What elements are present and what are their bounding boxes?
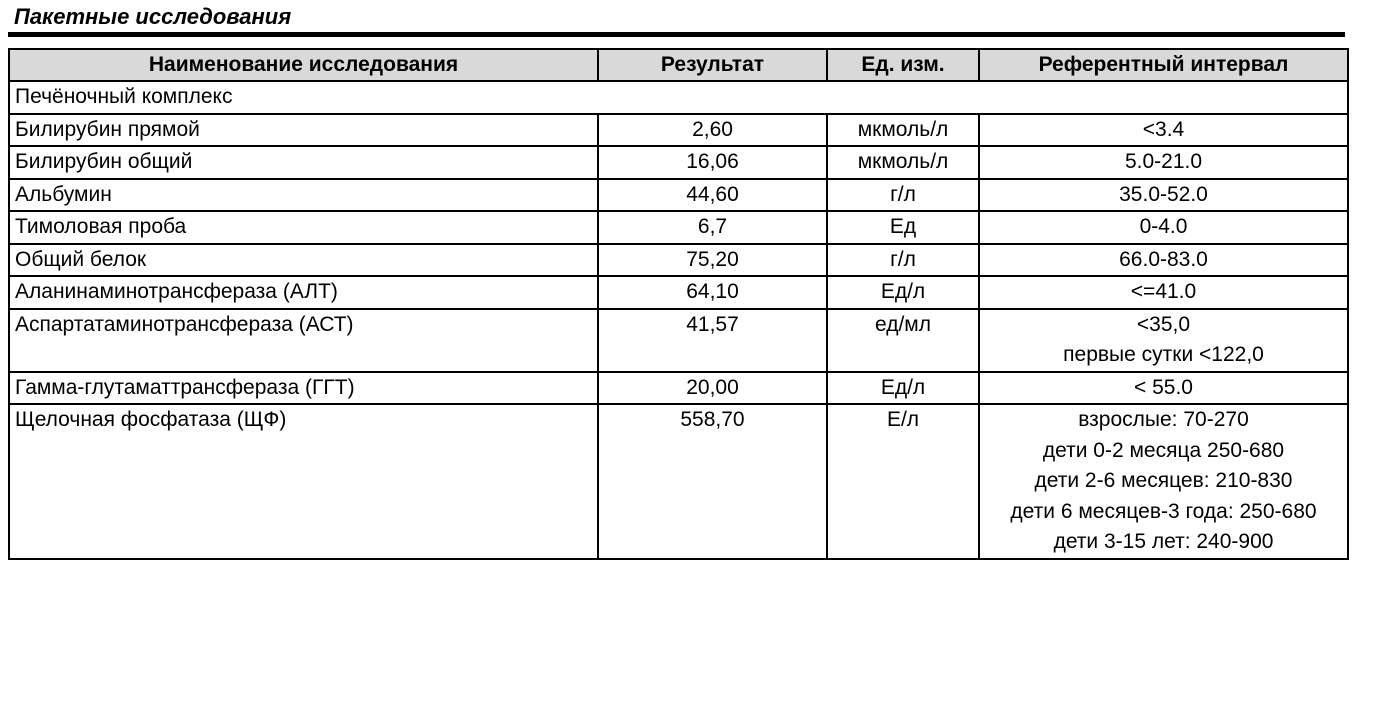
reference-line: взрослые: 70-270: [1078, 408, 1249, 431]
test-result: 20,00: [598, 372, 827, 405]
table-row: [9, 372, 1348, 405]
test-unit: г/л: [827, 244, 979, 277]
table-row: [9, 211, 1348, 244]
reference-line: <3.4: [1142, 117, 1185, 141]
test-name: Билирубин общий: [9, 146, 598, 179]
reference-line: 66.0-83.0: [1119, 247, 1208, 271]
test-reference: [979, 146, 1348, 179]
reference-line: <=41.0: [1130, 280, 1197, 303]
table-row: [9, 114, 1348, 147]
test-reference: [979, 114, 1348, 147]
reference-line: первые сутки <122,0: [1063, 343, 1264, 366]
test-name: Аланинаминотрансфераза (АЛТ): [9, 276, 598, 309]
test-name: Гамма-глутаматтрансфераза (ГГТ): [9, 372, 598, 405]
title-divider: [8, 32, 1345, 37]
group-row: [9, 81, 1348, 114]
reference-line: 5.0-21.0: [1124, 150, 1203, 173]
reference-line: <35,0: [1136, 312, 1191, 336]
test-unit: Ед/л: [827, 276, 979, 309]
test-name: Альбумин: [9, 179, 598, 212]
table-row: [9, 244, 1348, 277]
test-reference: [979, 372, 1348, 405]
test-name: Билирубин прямой: [9, 114, 598, 147]
test-result: 558,70: [598, 404, 827, 559]
table-row: [9, 146, 1348, 179]
group-label: Печёночный комплекс: [9, 81, 598, 114]
test-result: 64,10: [598, 276, 827, 309]
page-title: Пакетные исследования: [14, 4, 292, 29]
test-name: Общий белок: [9, 244, 598, 277]
test-reference: [979, 179, 1348, 212]
test-unit: Ед/л: [827, 372, 979, 405]
test-reference: [979, 404, 1348, 559]
test-result: 2,60: [598, 114, 827, 147]
reference-line: дети 3-15 лет: 240-900: [1053, 530, 1274, 553]
column-header-reference: Референтный интервал: [979, 49, 1348, 81]
test-result: 41,57: [598, 309, 827, 372]
test-unit: Ед: [827, 211, 979, 244]
test-result: 44,60: [598, 179, 827, 212]
reference-line: дети 2-6 месяцев: 210-830: [1034, 469, 1293, 492]
results-table: [8, 48, 1349, 560]
reference-line: дети 0-2 месяца 250-680: [1042, 438, 1285, 462]
test-unit: мкмоль/л: [827, 114, 979, 147]
test-result: 16,06: [598, 146, 827, 179]
column-header-unit: Ед. изм.: [827, 49, 979, 81]
test-unit: ед/мл: [827, 309, 979, 372]
test-result: 75,20: [598, 244, 827, 277]
column-header-name: Наименование исследования: [9, 49, 598, 81]
test-name: Аспартатаминотрансфераза (АСТ): [9, 309, 598, 372]
test-reference: [979, 309, 1348, 372]
test-result: 6,7: [598, 211, 827, 244]
table-header-row: [9, 49, 1348, 81]
test-unit: г/л: [827, 179, 979, 212]
table-row: [9, 404, 1348, 559]
table-row: [9, 276, 1348, 309]
test-name: Тимоловая проба: [9, 211, 598, 244]
column-header-result: Результат: [598, 49, 827, 81]
test-unit: Е/л: [827, 404, 979, 559]
test-reference: [979, 211, 1348, 244]
test-name: Щелочная фосфатаза (ЩФ): [9, 404, 598, 559]
reference-line: < 55.0: [1134, 375, 1193, 399]
test-unit: мкмоль/л: [827, 146, 979, 179]
reference-line: дети 6 месяцев-3 года: 250-680: [1010, 499, 1317, 523]
test-reference: [979, 244, 1348, 277]
table-row: [9, 179, 1348, 212]
group-row-fill: [598, 81, 1348, 114]
reference-line: 35.0-52.0: [1119, 182, 1208, 206]
table-row: [9, 309, 1348, 372]
reference-line: 0-4.0: [1139, 215, 1188, 238]
test-reference: [979, 276, 1348, 309]
